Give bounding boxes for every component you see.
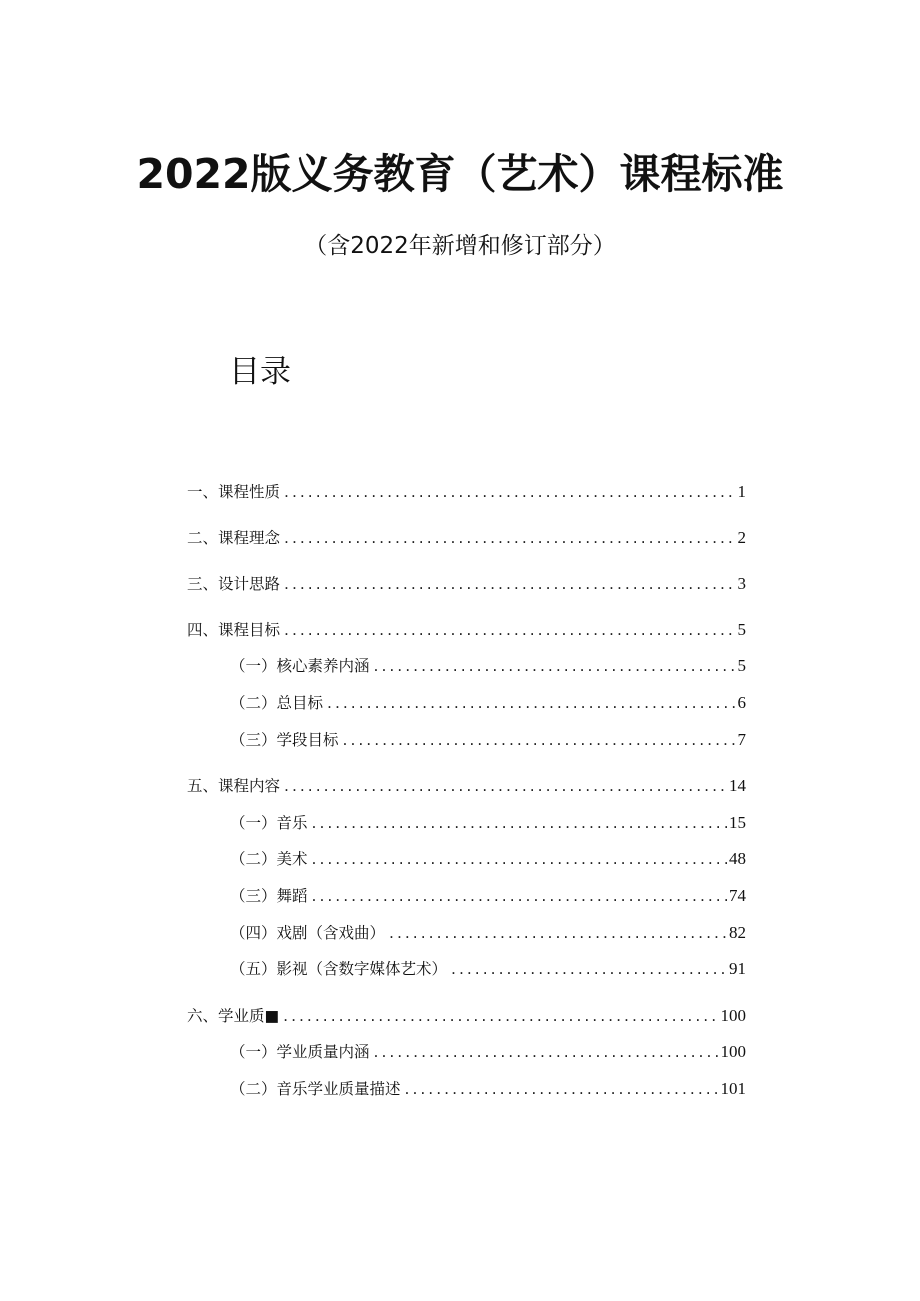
toc-entry-label: （一）音乐: [230, 814, 308, 832]
toc-leader-dots: [284, 619, 735, 641]
toc-entry[interactable]: [230, 1078, 746, 1100]
toc-entry-label: 二、课程理念: [187, 529, 281, 547]
toc-entry-page: 5: [737, 656, 746, 675]
toc-entry-page: 6: [737, 693, 746, 712]
toc-entry-page: 1: [737, 482, 746, 501]
toc-entry[interactable]: [230, 1041, 746, 1063]
toc-entry-label: 四、课程目标: [187, 621, 281, 639]
toc-entry[interactable]: [230, 885, 746, 907]
toc-leader-dots: [405, 1078, 719, 1100]
toc-entry-label: 六、学业质■: [187, 1007, 280, 1025]
toc-entry-page: 48: [729, 849, 746, 868]
toc-entry[interactable]: [230, 729, 746, 751]
toc-leader-dots: [284, 527, 735, 549]
toc-entry-label: 三、设计思路: [187, 575, 281, 593]
toc-leader-dots: [327, 692, 735, 714]
toc-entry-page: 74: [729, 886, 746, 905]
toc-leader-dots: [451, 958, 727, 980]
toc-entry-label: （三）舞蹈: [230, 887, 308, 905]
toc-entry-label: （五）影视（含数字媒体艺术）: [230, 960, 448, 978]
toc-leader-dots: [374, 1041, 719, 1063]
toc-entry[interactable]: [187, 619, 746, 641]
toc-leader-dots: [284, 573, 735, 595]
toc-entry-label: （一）核心素养内涵: [230, 657, 370, 675]
toc-entry[interactable]: [230, 848, 746, 870]
toc-entry-label: 一、课程性质: [187, 483, 281, 501]
toc-entry[interactable]: [187, 481, 746, 503]
toc-entry-page: 91: [729, 959, 746, 978]
toc-leader-dots: [284, 481, 735, 503]
toc-entry-label: 五、课程内容: [187, 777, 281, 795]
toc-entry[interactable]: [230, 655, 746, 677]
toc-leader-dots: [343, 729, 736, 751]
toc-entry-page: 7: [737, 730, 746, 749]
toc-leader-dots: [374, 655, 736, 677]
toc-leader-dots: [312, 848, 727, 870]
toc-entry-label: （三）学段目标: [230, 731, 339, 749]
toc-entry-page: 2: [737, 528, 746, 547]
toc-entry[interactable]: [230, 958, 746, 980]
toc-entry-label: （二）总目标: [230, 694, 324, 712]
toc-leader-dots: [283, 1005, 718, 1027]
toc-entry-page: 82: [729, 923, 746, 942]
toc-entry[interactable]: [187, 527, 746, 549]
toc-entry-label: （四）戏剧（含戏曲）: [230, 924, 386, 942]
toc-entry[interactable]: [187, 1005, 746, 1027]
toc-entry[interactable]: [230, 922, 746, 944]
toc-entry-label: （二）音乐学业质量描述: [230, 1080, 401, 1098]
toc-entry[interactable]: [230, 812, 746, 834]
toc-entry-label: （一）学业质量内涵: [230, 1043, 370, 1061]
toc-entry-page: 3: [737, 574, 746, 593]
toc-leader-dots: [389, 922, 727, 944]
toc-leader-dots: [284, 775, 727, 797]
toc-entry-label: （二）美术: [230, 850, 308, 868]
toc-entry[interactable]: [230, 692, 746, 714]
toc-entry-page: 14: [729, 776, 746, 795]
toc-heading: 目录: [229, 354, 291, 390]
toc-entry-page: 15: [729, 813, 746, 832]
document-subtitle: （含2022年新增和修订部分）: [304, 233, 616, 259]
document-title: 2022版义务教育（艺术）课程标准: [136, 150, 784, 198]
toc-leader-dots: [312, 812, 727, 834]
toc-entry-page: 101: [720, 1079, 746, 1098]
toc-entry-page: 5: [737, 620, 746, 639]
toc-entry-page: 100: [720, 1006, 746, 1025]
toc-entry[interactable]: [187, 775, 746, 797]
toc-entry[interactable]: [187, 573, 746, 595]
toc-leader-dots: [312, 885, 727, 907]
toc-entry-page: 100: [720, 1042, 746, 1061]
